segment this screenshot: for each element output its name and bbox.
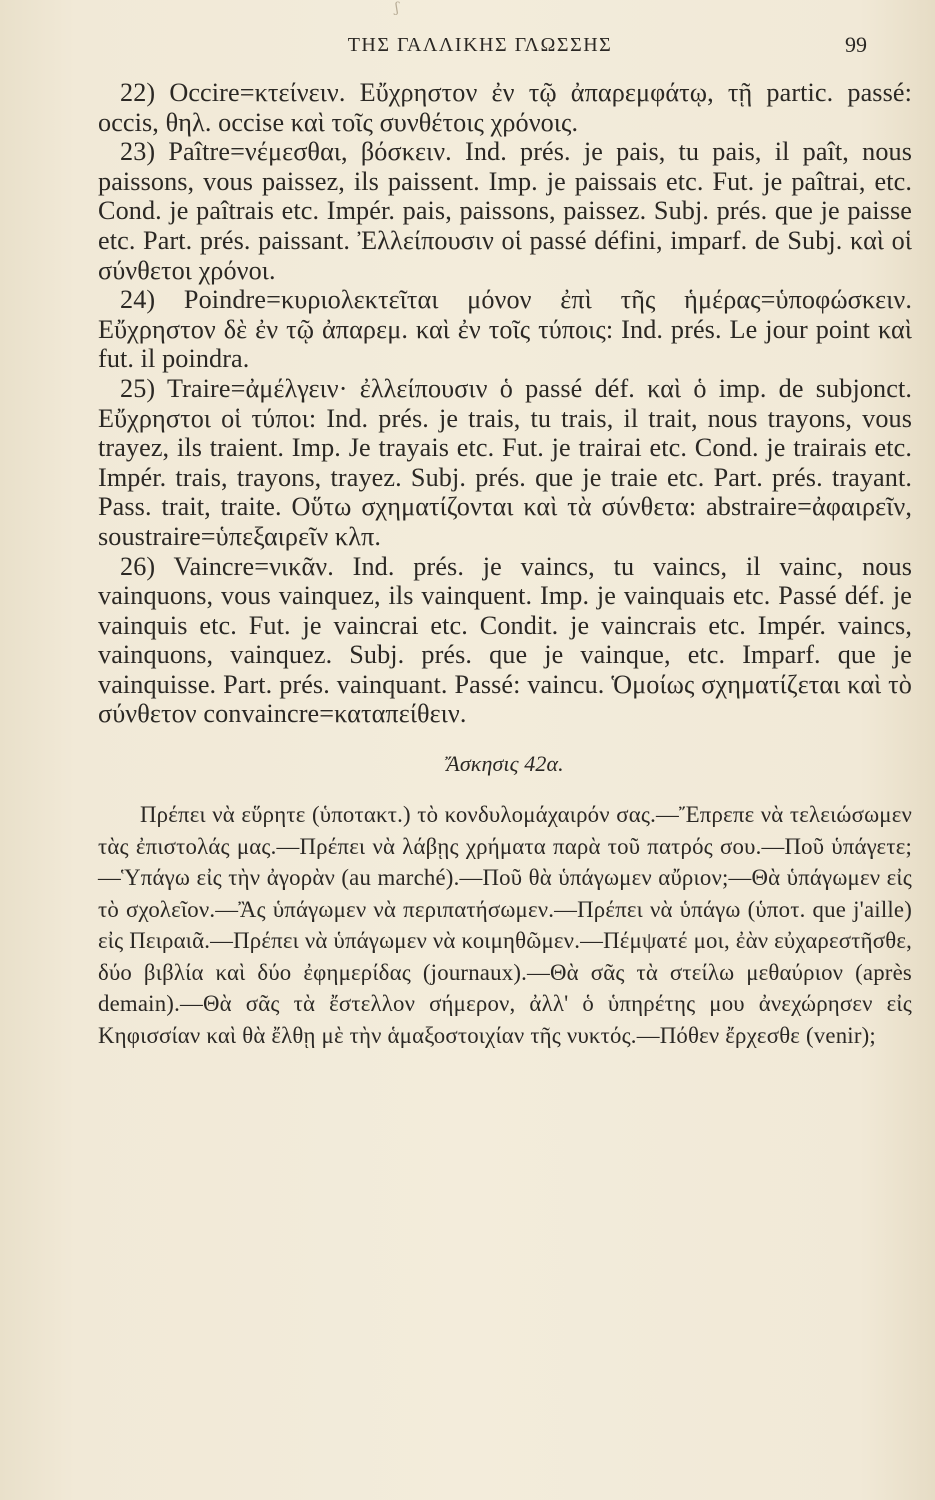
- exercise-text: Πρέπει νὰ εὕρητε (ὑποτακτ.) τὸ κονδυλομάχαιρόν σας.—Ἔπρεπε νὰ τελειώσωμεν τὰς ἐπιστολάς μας.—Πρέπει νὰ λάβῃς χρήματα παρὰ τοῦ πατρός σου.—Ποῦ ὑπάγετε;—Ὑπάγω εἰς τὴν ἀγορὰν (au marché).—Ποῦ θὰ ὑπάγωμεν αὔριον;—Θὰ ὑπάγωμεν εἰς τὸ σχολεῖον.—Ἂς ὑπάγωμεν νὰ περιπατήσωμεν.—Πρέπει νὰ ὑπάγω (ὑποτ. que j'aille) εἰς Πειραιᾶ.—Πρέπει νὰ ὑπάγωμεν νὰ κοιμηθῶμεν.—Πέμψατέ μοι, ἐὰν εὐχαρεστῆσθε, δύο βιβλία καὶ δύο ἐφημερίδας (journaux).—Θὰ σᾶς τὰ στείλω μεθαύριον (après demain).—Θὰ σᾶς τὰ ἔστελλον σήμερον, ἀλλ' ὁ ὑπηρέτης μου ἀνεχώρησεν εἰς Κηφισσίαν καὶ θὰ ἔλθῃ μὲ τὴν ἁμαξοστοιχίαν τῆς νυκτός.—Πόθεν ἔρχεσθε (venir);: [98, 802, 912, 1048]
- paragraph-24: 24) Poindre=κυριολεκτεῖται μόνον ἐπὶ τῆς ἡμέρας=ὑποφώσκειν. Εὔχρηστον δὲ ἐν τῷ ἀπαρεμ. καὶ ἐν τοῖς τύποις: Ind. prés. Le jour point καὶ fut. il poindra.: [98, 285, 912, 374]
- running-header: [0, 30, 935, 60]
- exercise-heading: Ἄσκησις 42α.: [446, 751, 564, 777]
- paragraph-23: 23) Paître=νέμεσθαι, βόσκειν. Ind. prés. je pais, tu pais, il paît, nous paissons, vous paissez, ils paissent. Imp. je paissais etc. Fut. je paîtrai, etc. Cond. je paîtrais etc. Impér. pais, paissons, paissez. Subj. prés. que je paisse etc. Part. prés. paissant. Ἐλλείπουσιν οἱ passé défini, imparf. de Subj. καὶ οἱ σύνθετοι χρόνοι.: [98, 137, 912, 285]
- main-text: [98, 78, 912, 1051]
- paragraph-25: 25) Traire=ἀμέλγειν· ἐλλείπουσιν ὁ passé déf. καὶ ὁ imp. de subjonct. Εὔχρηστοι οἱ τύποι: Ind. prés. je trais, tu trais, il trait, nous trayons, vous trayez, ils traient. Imp. Je trayais etc. Fut. je trairai etc. Cond. je trairais etc. Impér. trais, trayons, trayez. Subj. prés. que je traie etc. Part. prés. trayant. Pass. trait, traite. Οὕτω σχηματίζονται καὶ τὰ σύνθετα: abstraire=ἀφαιρεῖν, soustraire=ὑπεξαιρεῖν κλπ.: [98, 373, 912, 551]
- paragraph-26: 26) Vaincre=νικᾶν. Ind. prés. je vaincs, tu vaincs, il vainc, nous vainquons, vous vainquez, ils vainquent. Imp. je vainquais etc. Passé déf. je vainquis etc. Fut. je vaincrai etc. Condit. je vaincrais etc. Impér. vaincs, vainquons, vainquez. Subj. prés. que je vainque, etc. Imparf. que je vainquisse. Part. prés. vainquant. Passé: vaincu. Ὁμοίως σχηματίζεται καὶ τὸ σύνθετον convaincre=καταπείθειν.: [98, 551, 912, 729]
- paragraph-22: 22) Occire=κτείνειν. Εὔχρηστον ἐν τῷ ἀπαρεμφάτῳ, τῇ partic. passé: occis, θηλ. occise καὶ τοῖς συνθέτοις χρόνοις.: [98, 78, 912, 137]
- ink-mark: ʃ: [395, 0, 399, 16]
- running-title: ΤΗΣ ΓΑΛΛΙΚΗΣ ΓΛΩΣΣΗΣ: [347, 34, 613, 56]
- page-number: 99: [845, 32, 867, 57]
